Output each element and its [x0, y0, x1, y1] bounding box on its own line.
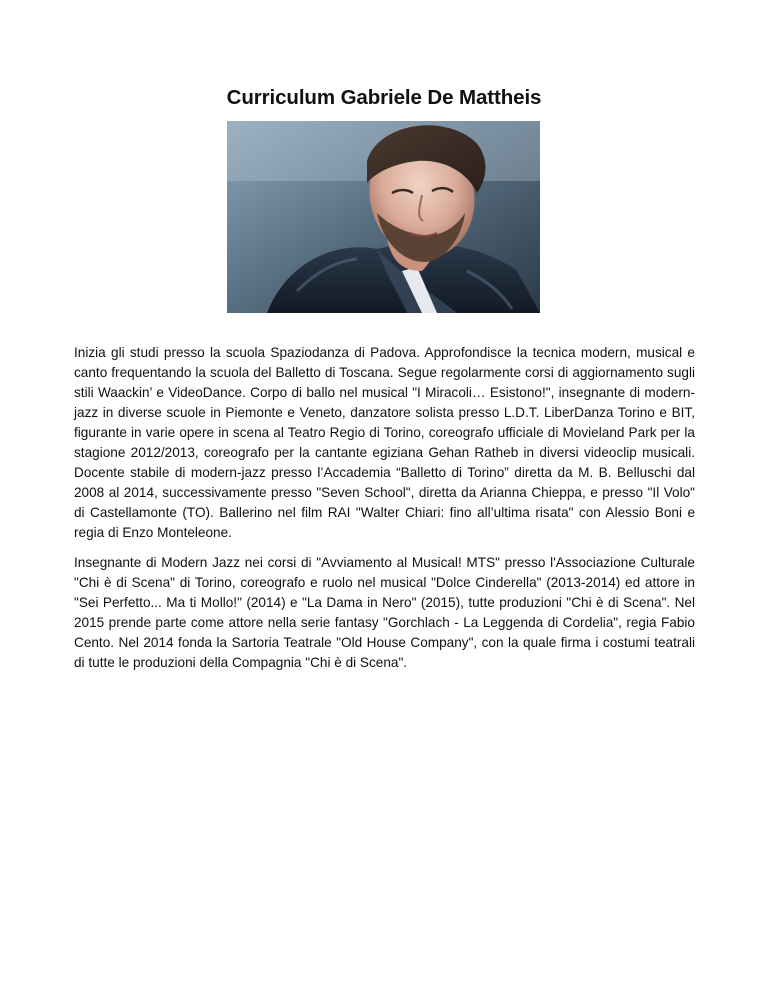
biography-paragraph-2: Insegnante di Modern Jazz nei corsi di "Avviamento al Musical! MTS" presso l'Associazione Culturale "Chi è di Scena" di Torino, coreografo e ruolo nel musical "Dolce Cinderella" (2013-2014) ed attore in "Sei Perfetto... Ma ti Mollo!" (2014) e "La Dama in Nero" (2015), tutte produzioni "Chi è di Scena". Nel 2015 prende parte come attore nella serie fantasy "Gorchlach - La Leggenda di Cordelia", regia Fabio Cento. Nel 2014 fonda la Sartoria Teatrale "Old House Company", con la quale firma i costumi teatrali di tutte le produzioni della Compagnia "Chi è di Scena".	[74, 555, 695, 670]
biography-text	[74, 343, 695, 683]
biography-paragraph-1: Inizia gli studi presso la scuola Spaziodanza di Padova. Approfondisce la tecnica modern, musical e canto frequentando la scuola del Balletto di Toscana. Segue regolarmente corsi di aggiornamento sugli stili Waackin’ e VideoDance. Corpo di ballo nel musical "I Miracoli… Esistono!", insegnante di modern-jazz in diverse scuole in Piemonte e Veneto, danzatore solista presso L.D.T. LiberDanza Torino e BIT, figurante in varie opere in scena al Teatro Regio di Torino, coreografo ufficiale di Movieland Park per la stagione 2012/2013, coreografo per la cantante egiziana Gehan Ratheb in diversi videoclip musicali. Docente stabile di modern-jazz presso l’Accademia “Balletto di Torino” diretta da M. B. Belluschi dal 2008 al 2014, successivamente presso "Seven School", diretta da Arianna Chieppa, e presso "Il Volo" di Castellamonte (TO). Ballerino nel film RAI "Walter Chiari: fino all’ultima risata" con Alessio Boni e regia di Enzo Monteleone.	[74, 345, 695, 540]
page-title: Curriculum Gabriele De Mattheis	[226, 86, 542, 109]
portrait-photo	[227, 121, 540, 313]
